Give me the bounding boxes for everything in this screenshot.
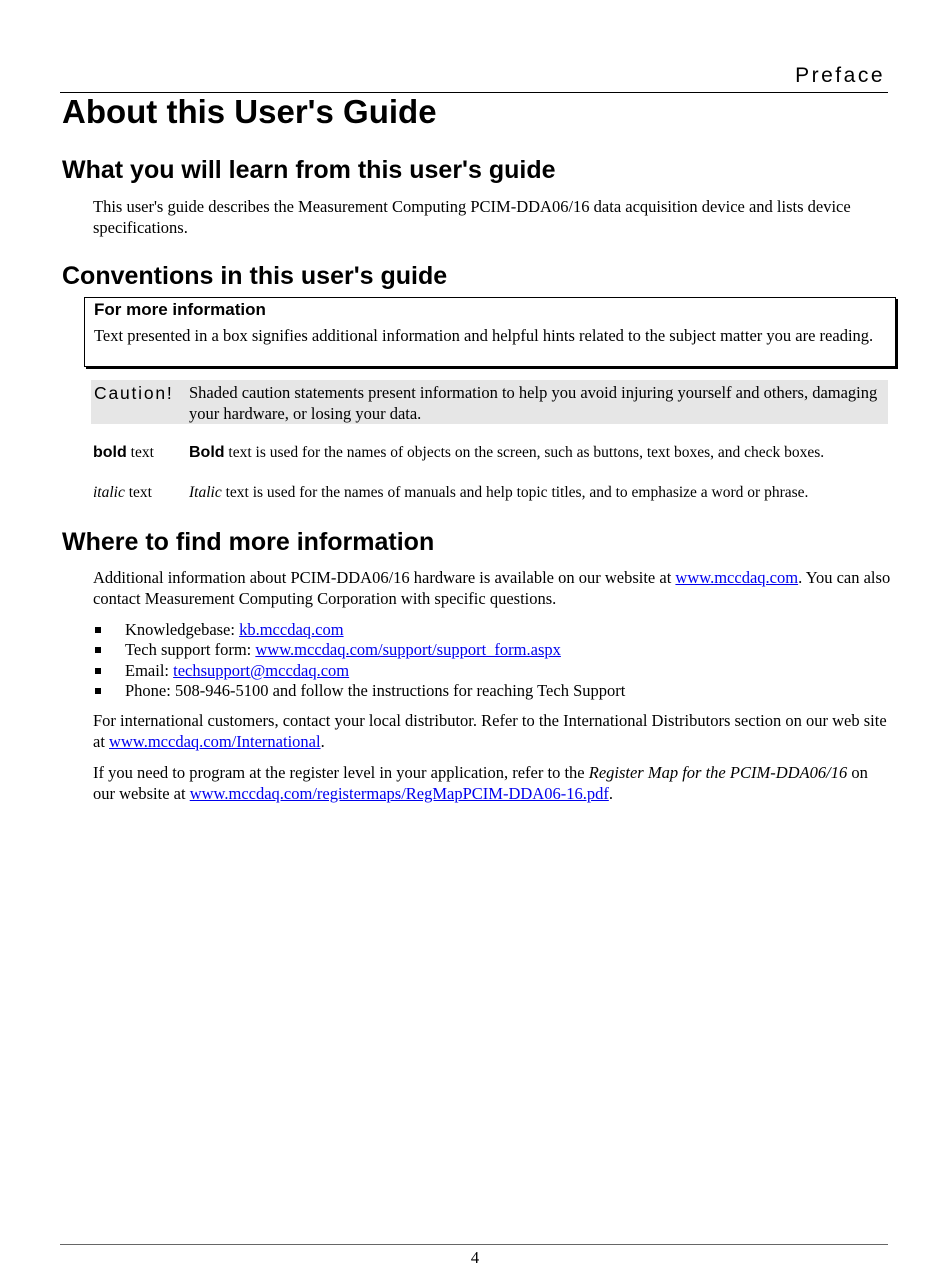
bullet-square-icon bbox=[95, 627, 101, 633]
caution-text: Shaded caution statements present information to help you avoid injuring yourself and others, damaging your hardware, or losing your data. bbox=[189, 383, 878, 423]
italic-term-word: italic bbox=[93, 484, 125, 501]
section-heading-learn: What you will learn from this user's guide bbox=[62, 156, 556, 184]
bullet-square-icon bbox=[95, 688, 101, 694]
support-form-link[interactable]: www.mccdaq.com/support/support_form.aspx bbox=[255, 640, 561, 660]
website-link[interactable]: www.mccdaq.com bbox=[675, 568, 799, 587]
register-text-end: . bbox=[608, 783, 613, 803]
bold-desc-word: Bold bbox=[189, 444, 225, 461]
italic-convention-description bbox=[189, 484, 808, 502]
bold-term-word: bold bbox=[93, 444, 127, 461]
page-title: About this User's Guide bbox=[62, 93, 437, 130]
where-intro-text-end: . You can also contact Measurement Computing Corporation with specific questions. bbox=[93, 568, 891, 608]
info-box bbox=[84, 297, 896, 367]
italic-desc-rest: text is used for the names of manuals and help topic titles, and to emphasize a word or phrase. bbox=[221, 484, 809, 501]
international-text: For international customers, contact your local distributor. Refer to the International Distributors section on our web site at bbox=[93, 711, 887, 751]
bullet-square-icon bbox=[95, 647, 101, 653]
register-map-title: Register Map for the PCIM-DDA06/16 bbox=[588, 763, 848, 782]
italic-convention-term bbox=[93, 484, 152, 502]
info-box-title: For more information bbox=[94, 300, 266, 319]
bold-convention-description bbox=[189, 444, 824, 462]
section-heading-conventions: Conventions in this user's guide bbox=[62, 262, 448, 290]
section-heading-where: Where to find more information bbox=[62, 528, 435, 556]
caution-statement bbox=[91, 380, 888, 424]
bold-convention-term bbox=[93, 444, 154, 462]
page-number: 4 bbox=[470, 1248, 480, 1267]
international-paragraph bbox=[93, 711, 893, 752]
bold-desc-rest: text is used for the names of objects on the screen, such as buttons, text boxes, and check boxes. bbox=[224, 444, 825, 461]
bullet-square-icon bbox=[95, 668, 101, 674]
knowledgebase-link[interactable]: kb.mccdaq.com bbox=[239, 620, 344, 639]
list-item bbox=[93, 640, 625, 660]
italic-term-suffix: text bbox=[124, 484, 152, 501]
email-label: Email: bbox=[125, 660, 174, 680]
where-intro-paragraph bbox=[93, 568, 893, 609]
international-text-end: . bbox=[320, 731, 325, 751]
running-header: Preface bbox=[795, 64, 885, 87]
register-text: If you need to program at the register level in your application, refer to the bbox=[93, 763, 589, 782]
bold-term-suffix: text bbox=[126, 444, 154, 461]
register-text-mid: on our website at bbox=[93, 763, 868, 803]
footer-rule bbox=[60, 1244, 888, 1245]
email-link[interactable]: techsupport@mccdaq.com bbox=[173, 660, 350, 680]
register-map-paragraph bbox=[93, 763, 893, 804]
international-link[interactable]: www.mccdaq.com/International bbox=[109, 731, 321, 751]
info-box-text: Text presented in a box signifies additional information and helpful hints related to the subject matter you are reading. bbox=[94, 326, 874, 345]
register-map-link[interactable]: www.mccdaq.com/registermaps/RegMapPCIM-DDA06-16.pdf bbox=[189, 783, 609, 803]
list-item bbox=[93, 681, 625, 701]
knowledgebase-label: Knowledgebase: bbox=[125, 620, 240, 639]
where-intro-text: Additional information about PCIM-DDA06/16 hardware is available on our website at bbox=[93, 568, 676, 587]
caution-label: Caution! bbox=[94, 383, 174, 403]
list-item bbox=[93, 661, 625, 681]
contact-list bbox=[93, 620, 625, 701]
list-item bbox=[93, 620, 625, 640]
support-form-label: Tech support form: bbox=[125, 640, 256, 660]
italic-desc-word: Italic bbox=[189, 484, 222, 501]
learn-paragraph: This user's guide describes the Measurement Computing PCIM-DDA06/16 data acquisition device and lists device specifications. bbox=[93, 197, 851, 237]
phone-text: Phone: 508-946-5100 and follow the instructions for reaching Tech Support bbox=[125, 680, 626, 700]
